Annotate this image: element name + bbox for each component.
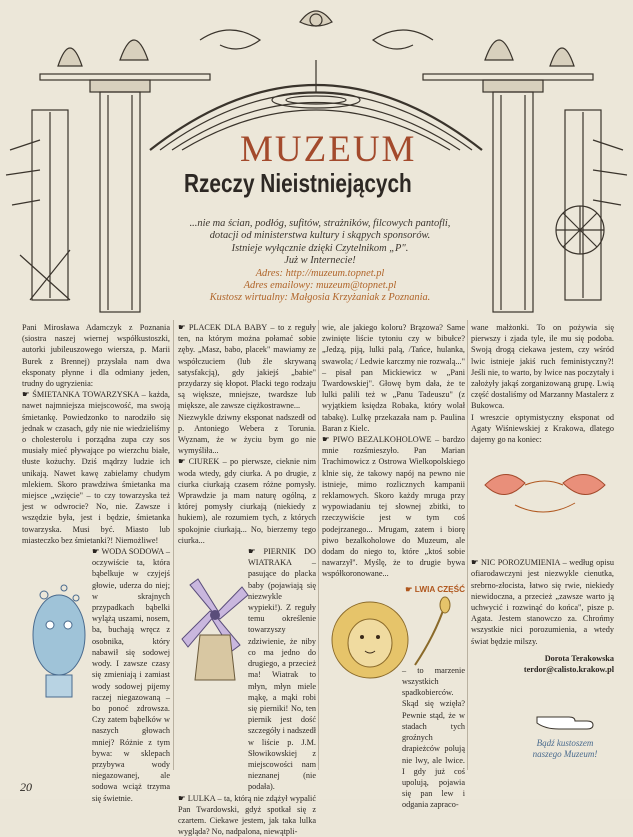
paragraph-placek: ☛ PLACEK DLA BABY – to z reguły ten, na którym można połamać sobie zęby. „Masz, babo, placek" mawiamy ze współczuciem (lub źle skrywaną satysfakcją), gdy jakiejś „babie" przydarzy się kłopot. Placki tego rodzaju są większe, mniejsze, twardsze lub miększe, ale zawsze ciężkostrawne... bbox=[178, 323, 316, 411]
intro-block bbox=[175, 218, 465, 305]
paragraph-lulka: ☛ LULKA – ta, którą nie zdążył wypalić Pan Twardowski, gdyż spotkał się z czartem. Ciekawe jestem, jak taka lulka wygląda? No, nadpalona, niewątpli- bbox=[178, 793, 316, 837]
paragraph: wane małżonki. To on pożywia się pierwszy i zjada tyle, ile mu się podoba. Swoją drogą ciekawa jestem, czy wśród lwic istnieje jakiś ruch feministyczny?! Jeśli nie, to warto, by lwice nas poczytały i założyły jakąś zorganizowaną grupę. Lwią część dostaliśmy od Marzanny Mastalerz z Bukowca. bbox=[471, 323, 614, 411]
paragraph-piwo: ☛ PIWO BEZALKOHOLOWE – bardzo mnie rozśmieszyło. Pan Marian Trachimowicz z Ostrowa Wielkopolskiego klnie się, że takowy napój na pewno nie istnieje, mimo rozlicznych kampanii reklamowych. Skoro każdy mruga przy wypowiadaniu tej słownej zbitki, to rzeczywiście jest w tym coś podejrzanego... Mrugam, zatem i biorę piwo bezalkoholowe do Muzeum, ale dodam do niego to, które „ktoś sobie nawarzył". Myślę, że to drugie bywa współkoronowane... bbox=[322, 435, 465, 579]
page-title: MUZEUM bbox=[240, 129, 417, 170]
windmill-illustration bbox=[180, 575, 250, 690]
intro-line: Już w Internecie! bbox=[284, 255, 356, 267]
soda-head-illustration bbox=[24, 580, 94, 705]
column-divider bbox=[173, 320, 174, 770]
heading-lwia-czesc: ☛ LWIA CZĘŚĆ bbox=[405, 584, 465, 594]
intro-line: dotacji od ministerstwa kultury i skąpych sponsorów. bbox=[209, 230, 431, 242]
pointing-hand-icon bbox=[535, 705, 595, 740]
page-number: 20 bbox=[20, 780, 32, 794]
paragraph: I wreszcie optymistyczny eksponat od Agaty Wiśniewskiej z Krakowa, dlatego dajemy go na koniec: bbox=[471, 412, 614, 445]
author-email: terdor@calisto.krakow.pl bbox=[523, 665, 614, 675]
intro-curator: Kustosz wirtualny: Małgosia Krzyżaniak z Poznania. bbox=[209, 292, 431, 304]
column-divider bbox=[467, 320, 468, 770]
paragraph: Niezwykle dziwny eksponat nadszedł od p. Antoniego Webera z Torunia. Wyznam, że w życiu bym go nie wymyśliła... bbox=[178, 412, 316, 456]
paragraph-ciurek: ☛ CIUREK – po pierwsze, cieknie nim woda wtedy, gdy ciurka. A po drugie, z ciurka ciurkają czasem różne pomysły. Wprawdzie ja mam naturę ogólną, z której pomysły ciurkają (niekiedy z hukiem), ale rozumiem tych, z których spokojnie ciurkają... No, bierzemy tego ciurka... bbox=[178, 457, 316, 545]
paragraph-lwia-czesc: – to marzenie wszystkich spadkobierców. Skąd się wzięła? Pewnie stąd, że w stadach tych groźnych drapieżców polują nie lwy, ale lwice. I gdy już coś upolują, pojawia się pan lew i odgania zapraco- bbox=[402, 665, 465, 810]
call-to-action-note: Bądź kustoszem naszego Muzeum! bbox=[532, 738, 598, 759]
paragraph-smietanka: ☛ ŚMIETANKA TOWARZYSKA – każda, nawet najmniejsza miejscowość, ma swoją śmietankę. Powiedzonko to narodziło się jednak w czasach, gdy nie nie wiedzieliśmy o cholesterolu i porządna zupa czy sos musiały mieć pływające po wierzchu białe, tłuste kożuchy. Dziś mądrzy ludzie ich unikają. Nawet kawę zabielamy chudym mlekiem. Skoro prawdziwa śmietanka ma miejsce „wzięcie" – to czy towarzyska też jest w odwrocie? No, nie. Zawsze i wszędzie była, jest i będzie, śmietanka towarzyska. Musi być. Miasto lub miasteczko bez śmietanki?! Niemożliwe! bbox=[22, 390, 170, 545]
lips-thread-illustration bbox=[475, 455, 615, 530]
page-subtitle: Rzeczy Nieistniejących bbox=[184, 168, 412, 198]
column-divider bbox=[318, 320, 319, 770]
author-name: Dorota Terakowska bbox=[544, 653, 614, 663]
paragraph: wie, ale jakiego koloru? Brązowa? Same zwinięte liście tytoniu czy w bibułce? „Jedzą, piją, lulki palą, /Tańce, hulanka, swawola; / Ledwie karczmy nie rozwalą..." – pisał pan Mickiewicz w „Pani Twardowskiej". Głowę bym dała, że te lulki palili też w „Panu Tadeuszu" (z wyjątkiem księdza Robaka, który wolał tabakę). Lulkę przekazała nam p. Paulina Baran z Kielc. bbox=[322, 323, 465, 433]
intro-line: Istnieje wyłącznie dzięki Czytelnikom „P". bbox=[231, 242, 409, 254]
paragraph: Pani Mirosława Adamczyk z Poznania (siostra naszej wiernej współkustoszki, autorki jubileuszowego wiersza, p. Marii Burek z Brennej) przysłała nam dwa eksponaty płynne i dla odmiany jeden, trudny do ugryzienia: bbox=[22, 323, 170, 389]
intro-line: ...nie ma ścian, podłóg, sufitów, strażników, filcowych pantofli, bbox=[189, 218, 451, 229]
paragraph-woda-sodowa: ☛ WODA SODOWA – oczywiście ta, która bąbelkuje w czyjejś głowie, uderza do niej; w skrajnych przypadkach bąbelki wylążą uszami, nosem, ba, buchają wręcz z osobnika, który nabawił się sodowej wody. I zawsze czasy się zmieniają i zamiast wody sodowej pijemy raczej niegazowaną – bo ponoć zdrowsza. Czy zatem bąbelków w naszych głowach mniej? Różnie z tym bywa: w sklepach przybywa wody niegazowanej, ale sodowa wciąż trzyma się świetnie. bbox=[92, 547, 170, 803]
column-1 bbox=[22, 322, 170, 804]
paragraph-piernik: ☛ PIERNIK DO WIATRAKA – pasujące do placka baby (pojawiają się niezwykle wypieki!). Z reguły temu określenie towarzyszy zdziwienie, że niby co ma jedno do drugiego, a przecież ma! Wiatrak to młyn, młyn miele mąkę, a mąki robi się pierniki! No, ten piernik jest dość szczegóły i nadszedł w liście p. J.M. Słowikowskiej z miejscowości nam nieznanej (nie podała). bbox=[248, 547, 316, 792]
intro-email: Adres emailowy: muzeum@topnet.pl bbox=[243, 280, 397, 292]
column-3 bbox=[322, 322, 465, 811]
header-illustration bbox=[0, 0, 633, 318]
paragraph-nic-porozumienia: ☛ NIC POROZUMIENIA – według opisu ofiarodawczyni jest niezwykle cienutka, srebrno-złocista, łatwo się rwie, niekiedy niewidoczna, a przecież „zawsze warto ją uchwycić i rozwinąć do końca", pisze p. Agata. Jestem stanowczo za. Chrońmy wszystkie nici porozumienia, a wtedy świat będzie milszy. bbox=[471, 558, 614, 646]
intro-address: Adres: http://muzeum.topnet.pl bbox=[255, 267, 385, 279]
lion-illustration bbox=[325, 595, 455, 695]
